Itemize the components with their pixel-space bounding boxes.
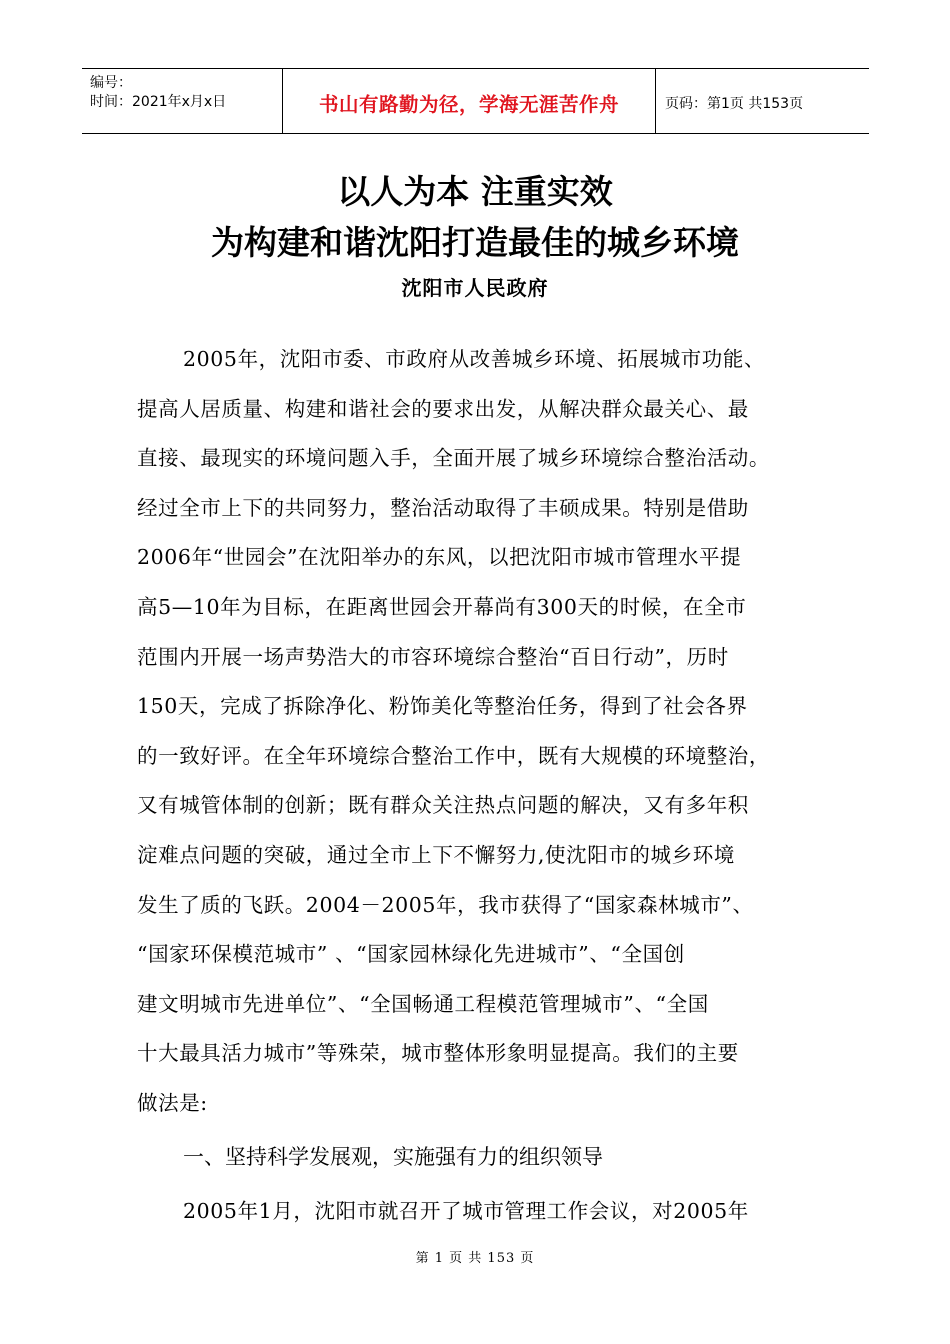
document-title-line-1: 以人为本 注重实效 (337, 172, 613, 211)
body-line: 发生了质的飞跃。2004－2005年，我市获得了“国家森林城市”、 (137, 892, 754, 917)
document-time-label: 时间：2021年x月x日 (90, 94, 227, 110)
page-header (82, 68, 869, 134)
document-title-line-2: 为构建和谐沈阳打造最佳的城乡环境 (211, 223, 739, 262)
body-line: 淀难点问题的突破，通过全市上下不懈努力,使沈阳市的城乡环境 (137, 842, 735, 867)
body-line: 又有城管体制的创新；既有群众关注热点问题的解决，又有多年积 (137, 793, 749, 818)
body-line: 提高人居质量、构建和谐社会的要求出发，从解决群众最关心、最 (137, 396, 749, 421)
body-line: 150天，完成了拆除净化、粉饰美化等整治任务，得到了社会各界 (137, 694, 748, 719)
motto-text: 书山有路勤为径，学海无涯苦作舟 (318, 93, 619, 116)
body-line: 范围内开展一场声势浩大的市容环境综合整治“百日行动”，历时 (137, 644, 729, 669)
header-page-info: 页码：第1页 共153页 (665, 95, 804, 112)
body-line: 经过全市上下的共同努力，整治活动取得了丰硕成果。特别是借助 (137, 495, 749, 520)
body-line: 高5—10年为目标，在距离世园会开幕尚有300天的时候，在全市 (137, 594, 747, 619)
body-line: 建文明城市先进单位”、“全国畅通工程模范管理城市”、“全国 (137, 991, 709, 1016)
body-line: “国家环保模范城市” 、“国家园林绿化先进城市”、“全国创 (137, 942, 685, 967)
body-line: 做法是: (137, 1090, 208, 1115)
body-line: 十大最具活力城市”等殊荣，城市整体形象明显提高。我们的主要 (137, 1041, 739, 1066)
body-line: 2006年“世园会”在沈阳举办的东风，以把沈阳市城市管理水平提 (137, 545, 742, 570)
header-meta (82, 69, 282, 133)
document-author: 沈阳市人民政府 (401, 276, 549, 300)
section-heading: 一、坚持科学发展观，实施强有力的组织领导 (183, 1145, 603, 1169)
body-line: 的一致好评。在全年环境综合整治工作中，既有大规模的环境整治， (137, 743, 770, 768)
body-line: 直接、最现实的环境问题入手，全面开展了城乡环境综合整治活动。 (137, 446, 770, 471)
body-paragraph (137, 346, 827, 1140)
page-footer: 第 1 页 共 153 页 (415, 1251, 535, 1266)
body-line: 2005年，沈阳市委、市政府从改善城乡环境、拓展城市功能、 (183, 347, 766, 371)
header-motto-cell (282, 69, 656, 133)
body-line-continued: 2005年1月，沈阳市就召开了城市管理工作会议，对2005年 (183, 1199, 749, 1223)
document-number-label: 编号： (90, 75, 132, 91)
